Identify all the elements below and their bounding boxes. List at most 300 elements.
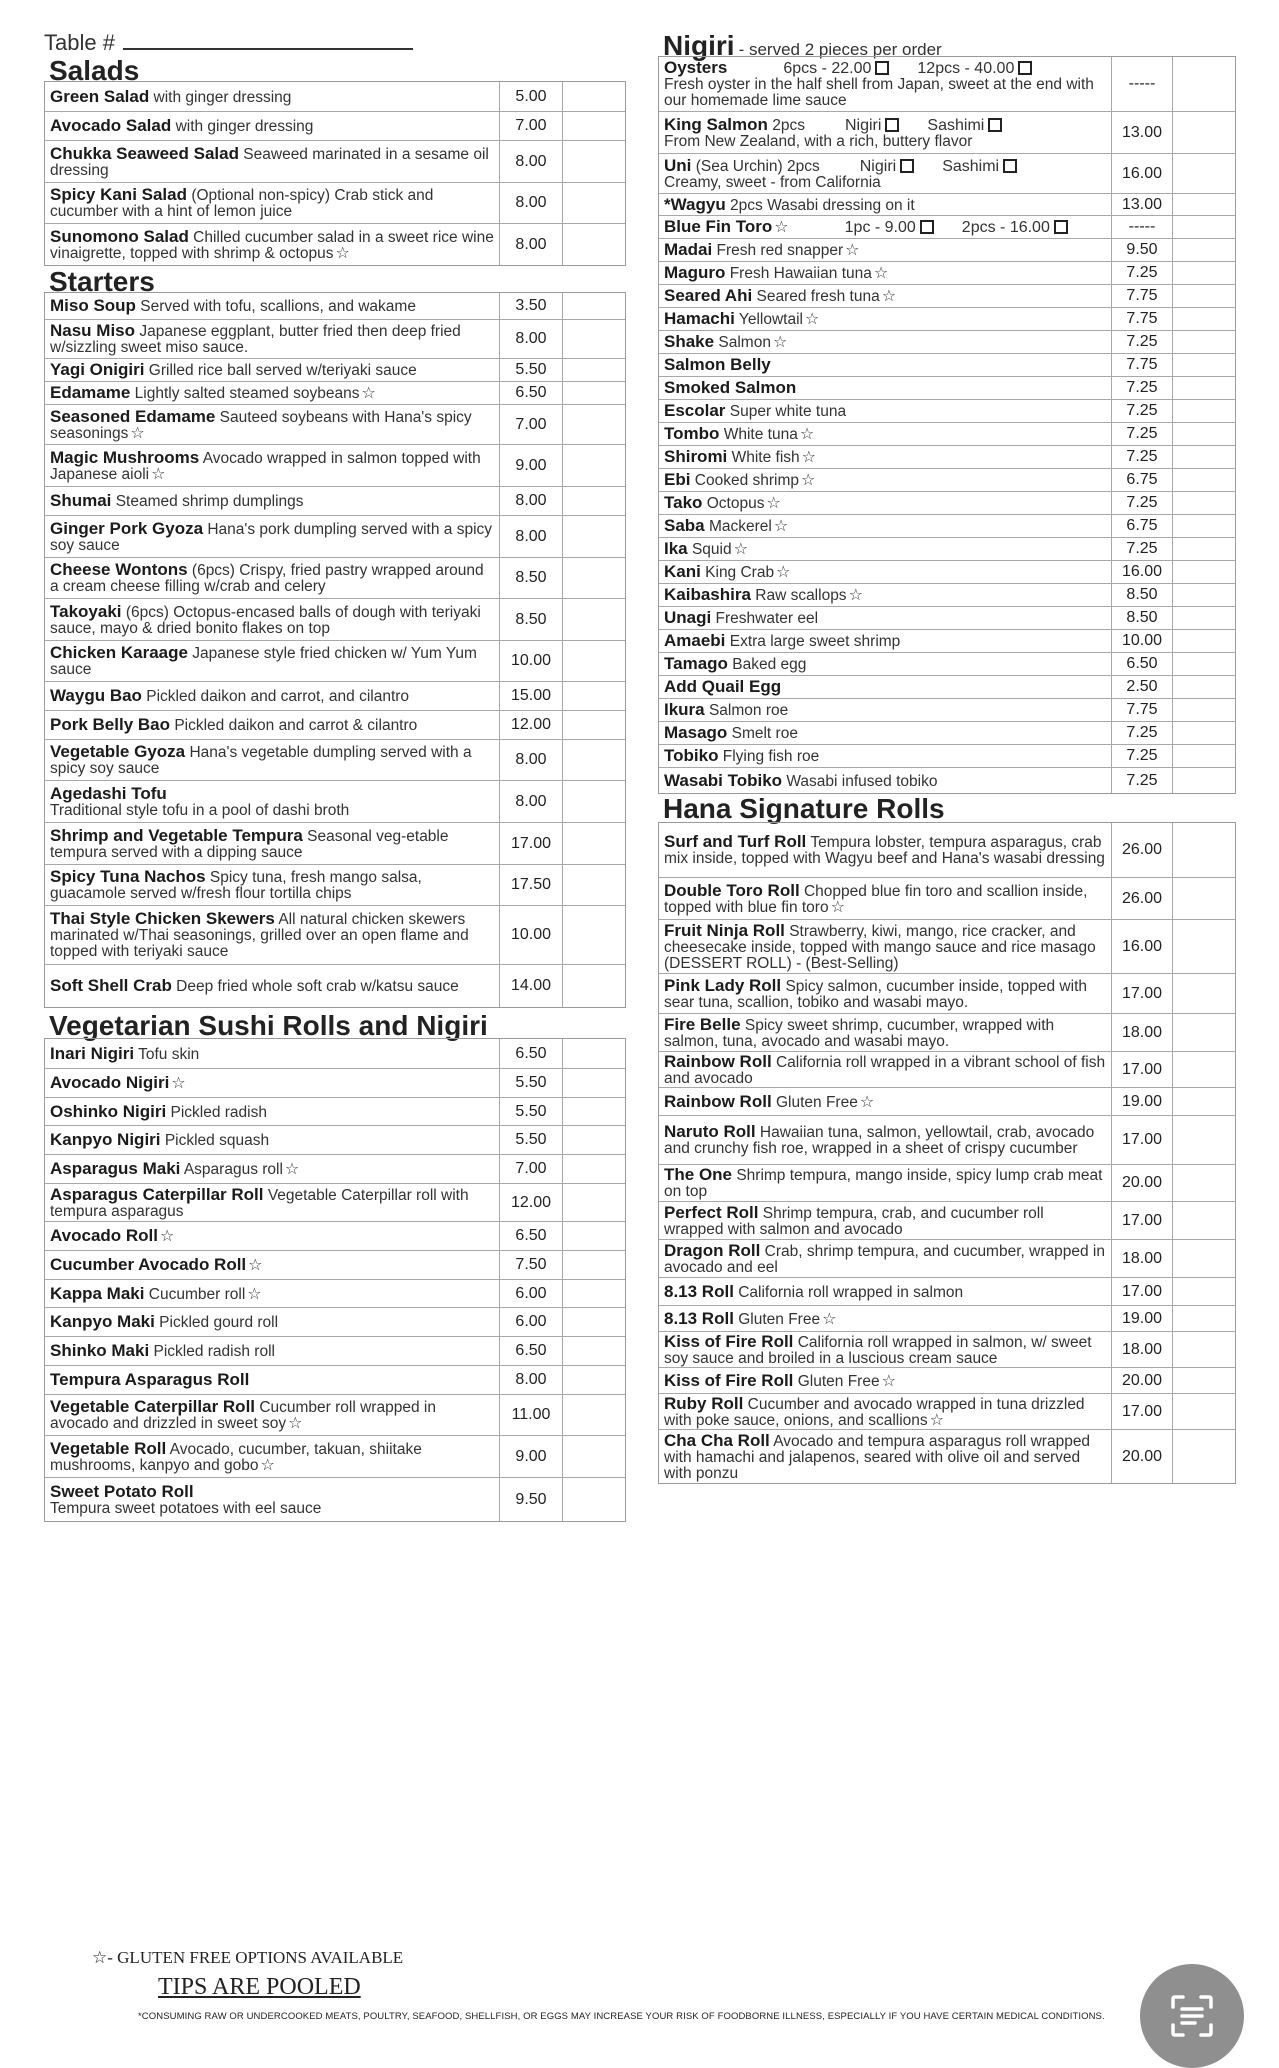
menu-item-shiromi[interactable] xyxy=(659,445,1235,468)
quantity-box[interactable] xyxy=(1172,216,1235,238)
menu-item-asparagus-caterpillar-roll[interactable] xyxy=(45,1183,625,1221)
menu-item-oysters[interactable] xyxy=(659,57,1235,111)
menu-item-kani[interactable] xyxy=(659,560,1235,583)
quantity-box[interactable] xyxy=(562,1251,625,1279)
menu-item-salmon-belly[interactable] xyxy=(659,353,1235,376)
menu-item-first-line xyxy=(664,1281,1107,1301)
menu-item-name: Shake xyxy=(664,332,715,351)
gluten-free-star-icon: ☆ xyxy=(873,265,889,282)
menu-item-rainbow-roll[interactable] xyxy=(659,1087,1235,1115)
menu-item-name: 8.13 Roll xyxy=(664,1281,734,1301)
order-option-6pcs-22-00[interactable] xyxy=(783,61,889,77)
menu-item-sunomono-salad[interactable] xyxy=(45,223,625,265)
gluten-free-star-icon: ☆ xyxy=(171,1075,186,1092)
menu-item-price: 10.00 xyxy=(499,906,562,964)
menu-item-kiss-of-fire-roll[interactable] xyxy=(659,1331,1235,1367)
section-title-text: Vegetarian Sushi Rolls and Nigiri xyxy=(49,1010,488,1041)
menu-item-price: 16.00 xyxy=(1111,920,1172,973)
menu-item-desc: Avocado wrapped in salmon topped with Japanese aioli xyxy=(50,449,481,483)
quantity-box[interactable] xyxy=(1172,492,1235,514)
quantity-box[interactable] xyxy=(562,1308,625,1336)
menu-item-shake[interactable] xyxy=(659,330,1235,353)
menu-item-desc: Strawberry, kiwi, mango, rice cracker, and cheesecake inside, topped with mango sauce and rice masago (DESSERT ROLL) - (Best-Selling) xyxy=(664,922,1096,972)
menu-item-description-cell xyxy=(45,1098,499,1125)
menu-item-ruby-roll[interactable] xyxy=(659,1393,1235,1429)
table-number-field[interactable] xyxy=(123,30,413,50)
quantity-box[interactable] xyxy=(562,965,625,1007)
gluten-free-star-icon: ☆ xyxy=(848,587,863,604)
menu-item-desc: Crab, shrimp tempura, and cucumber, wrapped in avocado and eel xyxy=(664,1242,1105,1276)
menu-item-shumai[interactable] xyxy=(45,486,625,515)
menu-item-description-cell xyxy=(659,653,1111,675)
quantity-box[interactable] xyxy=(562,1280,625,1307)
quantity-box[interactable] xyxy=(562,1337,625,1365)
menu-item-ginger-pork-gyoza[interactable] xyxy=(45,515,625,557)
quantity-box[interactable] xyxy=(562,141,625,182)
menu-item-tobiko[interactable] xyxy=(659,744,1235,767)
menu-item-desc: Japanese eggplant, butter fried then deep fried w/sizzling sweet miso sauce. xyxy=(50,323,461,356)
menu-item-first-line xyxy=(50,744,495,777)
quantity-box[interactable] xyxy=(1172,515,1235,537)
quantity-box[interactable] xyxy=(562,293,625,319)
menu-table-nigiri xyxy=(658,56,1236,794)
menu-item-first-line xyxy=(664,1202,1107,1238)
menu-item-waygu-bao[interactable] xyxy=(45,681,625,710)
quantity-box[interactable] xyxy=(562,1436,625,1477)
menu-item-magic-mushrooms[interactable] xyxy=(45,444,625,486)
quantity-box[interactable] xyxy=(1172,1202,1235,1239)
quantity-box[interactable] xyxy=(1172,154,1235,193)
menu-item-desc: Hawaiian tuna, salmon, yellowtail, crab, avocado and crunchy fish roe, wrapped in a sheet of crispy cucumber xyxy=(664,1124,1095,1157)
menu-item-dragon-roll[interactable] xyxy=(659,1239,1235,1277)
menu-item-price: 19.00 xyxy=(1111,1306,1172,1331)
quantity-box[interactable] xyxy=(1172,653,1235,675)
quantity-box[interactable] xyxy=(562,740,625,780)
menu-item-first-line xyxy=(664,1167,1107,1200)
menu-item-sweet-potato-roll[interactable] xyxy=(45,1477,625,1521)
menu-item-avocado-roll[interactable] xyxy=(45,1221,625,1250)
quantity-box[interactable] xyxy=(562,359,625,381)
menu-item-price: 5.50 xyxy=(499,1126,562,1154)
menu-item-spicy-tuna-nachos[interactable] xyxy=(45,864,625,905)
menu-item-takoyaki[interactable] xyxy=(45,598,625,640)
menu-item-smoked-salmon[interactable] xyxy=(659,376,1235,399)
quantity-box[interactable] xyxy=(1172,377,1235,399)
quantity-box[interactable] xyxy=(1172,354,1235,376)
quantity-box[interactable] xyxy=(1172,1240,1235,1277)
quantity-box[interactable] xyxy=(1172,1165,1235,1201)
menu-item-first-line xyxy=(664,880,1107,916)
menu-item-name: Wasabi Tobiko xyxy=(664,770,783,790)
order-option-sashimi[interactable] xyxy=(942,159,1017,175)
quantity-box[interactable] xyxy=(1172,1394,1235,1429)
quantity-box[interactable] xyxy=(1172,1052,1235,1087)
menu-item-price: 6.50 xyxy=(1111,653,1172,675)
menu-item-shrimp-and-vegetable-tempura[interactable] xyxy=(45,822,625,864)
menu-item-soft-shell-crab[interactable] xyxy=(45,964,625,1007)
quantity-box[interactable] xyxy=(1172,400,1235,422)
menu-item-description-cell xyxy=(45,445,499,486)
menu-item-spicy-kani-salad[interactable] xyxy=(45,182,625,223)
menu-item-cheese-wontons[interactable] xyxy=(45,557,625,598)
menu-item-desc: Gluten Free xyxy=(775,1093,858,1111)
menu-item-description-cell xyxy=(659,262,1111,284)
scan-text-button[interactable] xyxy=(1140,1964,1244,2068)
menu-item-yagi-onigiri[interactable] xyxy=(45,358,625,381)
menu-item-ikura[interactable] xyxy=(659,698,1235,721)
menu-item-green-salad[interactable] xyxy=(45,82,625,111)
menu-item-ebi[interactable] xyxy=(659,468,1235,491)
menu-item-price: 2.50 xyxy=(1111,676,1172,698)
checkbox-icon[interactable] xyxy=(885,118,899,132)
menu-item-name: Uni xyxy=(664,155,692,175)
quantity-box[interactable] xyxy=(562,112,625,140)
menu-item-first-line xyxy=(50,1481,495,1501)
quantity-box[interactable] xyxy=(562,906,625,964)
quantity-box[interactable] xyxy=(1172,423,1235,445)
menu-item-first-line xyxy=(50,1399,495,1432)
menu-item-vegetable-gyoza[interactable] xyxy=(45,739,625,780)
quantity-box[interactable] xyxy=(1172,878,1235,919)
menu-item-first-line xyxy=(50,717,495,734)
gluten-free-star-icon: ☆ xyxy=(160,1228,175,1245)
menu-item-price: 8.00 xyxy=(499,487,562,515)
quantity-box[interactable] xyxy=(562,445,625,486)
menu-item-name: Shinko Maki xyxy=(50,1341,150,1360)
quantity-box[interactable] xyxy=(1172,1368,1235,1393)
checkbox-icon[interactable] xyxy=(920,220,934,234)
menu-item-seasoned-edamame[interactable] xyxy=(45,404,625,444)
quantity-box[interactable] xyxy=(562,1126,625,1154)
quantity-box[interactable] xyxy=(562,1069,625,1097)
quantity-box[interactable] xyxy=(1172,823,1235,877)
quantity-box[interactable] xyxy=(562,823,625,864)
menu-item-name: Tombo xyxy=(664,424,720,443)
menu-item-first-line xyxy=(664,219,1107,236)
menu-item-escolar[interactable] xyxy=(659,399,1235,422)
quantity-box[interactable] xyxy=(562,1155,625,1183)
menu-item-description-cell xyxy=(659,699,1111,721)
menu-item-saba[interactable] xyxy=(659,514,1235,537)
menu-item-first-line xyxy=(664,679,1107,696)
menu-item-desc: California roll wrapped in salmon xyxy=(738,1283,964,1301)
quantity-box[interactable] xyxy=(562,1222,625,1250)
menu-item-price: 7.00 xyxy=(499,405,562,444)
menu-item-hamachi[interactable] xyxy=(659,307,1235,330)
menu-item-maguro[interactable] xyxy=(659,261,1235,284)
quantity-box[interactable] xyxy=(562,516,625,557)
menu-item-first-line xyxy=(50,1161,495,1178)
quantity-box[interactable] xyxy=(562,224,625,265)
menu-item-description-cell xyxy=(659,538,1111,560)
menu-item-first-line xyxy=(664,975,1107,1011)
gluten-free-star-icon: ☆ xyxy=(733,541,748,558)
order-option-label: 1pc - 9.00 xyxy=(844,219,916,236)
quantity-box[interactable] xyxy=(1172,676,1235,698)
menu-item-description-cell xyxy=(659,768,1111,793)
menu-item-price: 7.25 xyxy=(1111,538,1172,560)
menu-item-first-line xyxy=(50,118,495,135)
menu-item-wagyu[interactable] xyxy=(659,193,1235,215)
quantity-box[interactable] xyxy=(562,382,625,404)
menu-item-chukka-seaweed-salad[interactable] xyxy=(45,140,625,182)
order-option-label: Sashimi xyxy=(927,116,985,134)
menu-item-uni[interactable] xyxy=(659,153,1235,193)
menu-item-avocado-nigiri[interactable] xyxy=(45,1068,625,1097)
quantity-box[interactable] xyxy=(1172,262,1235,284)
menu-item-ika[interactable] xyxy=(659,537,1235,560)
quantity-box[interactable] xyxy=(1172,974,1235,1013)
menu-item-price: 8.50 xyxy=(1111,607,1172,629)
section-title-text: Starters xyxy=(49,266,155,297)
menu-item-cucumber-avocado-roll[interactable] xyxy=(45,1250,625,1279)
quantity-box[interactable] xyxy=(562,320,625,358)
quantity-box[interactable] xyxy=(562,1098,625,1125)
menu-item-name: Vegetable Roll xyxy=(50,1438,167,1458)
menu-item-desc: Japanese style fried chicken w/ Yum Yum sauce xyxy=(50,645,477,678)
menu-item-description-cell xyxy=(45,141,499,182)
menu-item-desc: Traditional style tofu in a pool of dashi broth xyxy=(50,801,350,819)
menu-item-edamame[interactable] xyxy=(45,381,625,404)
menu-item-cha-cha-roll[interactable] xyxy=(659,1429,1235,1483)
food-safety-disclaimer: *CONSUMING RAW OR UNDERCOOKED MEATS, POULTRY, SEAFOOD, SHELLFISH, OR EGGS MAY INCREASE YOUR RISK OF FOODBORNE ILLNESS, ESPECIALLY IF YOU HAVE CERTAIN MEDICAL CONDITIONS. xyxy=(138,2011,1105,2022)
menu-item-first-line xyxy=(50,1314,495,1331)
quantity-box[interactable] xyxy=(562,1395,625,1435)
gluten-free-star-icon: ☆ xyxy=(799,426,815,443)
menu-item-kiss-of-fire-roll[interactable] xyxy=(659,1367,1235,1393)
quantity-box[interactable] xyxy=(562,641,625,681)
quantity-box[interactable] xyxy=(1172,920,1235,973)
menu-item-blue-fin-toro[interactable] xyxy=(659,215,1235,238)
order-option-2pcs-16-00[interactable] xyxy=(962,220,1068,236)
quantity-box[interactable] xyxy=(1172,630,1235,652)
menu-item-first-line xyxy=(50,143,495,179)
menu-item-add-quail-egg[interactable] xyxy=(659,675,1235,698)
quantity-box[interactable] xyxy=(1172,308,1235,330)
menu-item-tombo[interactable] xyxy=(659,422,1235,445)
quantity-box[interactable] xyxy=(562,1366,625,1394)
quantity-box[interactable] xyxy=(1172,1014,1235,1051)
menu-item-name: Pink Lady Roll xyxy=(664,975,782,995)
quantity-box[interactable] xyxy=(1172,607,1235,629)
menu-item-name: Kiss of Fire Roll xyxy=(664,1370,794,1390)
menu-item-shinko-maki[interactable] xyxy=(45,1336,625,1365)
quantity-box[interactable] xyxy=(1172,285,1235,307)
quantity-box[interactable] xyxy=(1172,1430,1235,1483)
menu-item-name: Kiss of Fire Roll xyxy=(664,1332,794,1351)
menu-item-first-line xyxy=(664,725,1107,742)
checkbox-icon[interactable] xyxy=(1054,220,1068,234)
quantity-box[interactable] xyxy=(1172,331,1235,353)
quantity-box[interactable] xyxy=(1172,584,1235,606)
menu-item-first-line xyxy=(50,406,495,442)
quantity-box[interactable] xyxy=(1172,1332,1235,1367)
menu-item-pink-lady-roll[interactable] xyxy=(659,973,1235,1013)
quantity-box[interactable] xyxy=(562,1039,625,1068)
menu-item-price: 20.00 xyxy=(1111,1368,1172,1393)
menu-item-description-cell xyxy=(45,405,499,444)
quantity-box[interactable] xyxy=(562,558,625,598)
menu-item-desc: Vegetable Caterpillar roll with tempura asparagus xyxy=(50,1186,469,1220)
order-option-nigiri[interactable] xyxy=(860,159,914,175)
quantity-box[interactable] xyxy=(1172,469,1235,491)
menu-item-surf-and-turf-roll[interactable] xyxy=(659,823,1235,877)
menu-item-name: Shrimp and Vegetable Tempura xyxy=(50,825,303,845)
gluten-free-star-icon: ☆ xyxy=(822,1310,837,1328)
menu-item-description-cell xyxy=(45,487,499,515)
menu-item-first-line xyxy=(50,601,495,637)
quantity-box[interactable] xyxy=(562,487,625,515)
quantity-box[interactable] xyxy=(1172,194,1235,215)
menu-item-asparagus-maki[interactable] xyxy=(45,1154,625,1183)
order-option-1pc-9-00[interactable] xyxy=(845,220,934,236)
menu-item-name: Takoyaki xyxy=(50,601,122,621)
quantity-box[interactable] xyxy=(1172,1116,1235,1164)
menu-item-agedashi-tofu[interactable] xyxy=(45,780,625,822)
menu-item-price: 12.00 xyxy=(499,1184,562,1221)
quantity-box[interactable] xyxy=(1172,239,1235,261)
menu-item-amaebi[interactable] xyxy=(659,629,1235,652)
checkbox-icon[interactable] xyxy=(988,118,1002,132)
menu-item-description-cell xyxy=(659,216,1111,238)
menu-item-price: 7.75 xyxy=(1111,354,1172,376)
section-title-text: Nigiri xyxy=(663,30,735,61)
menu-item-price: 17.00 xyxy=(1111,1278,1172,1305)
menu-item-chicken-karaage[interactable] xyxy=(45,640,625,681)
menu-item-first-line xyxy=(50,1438,495,1474)
quantity-box[interactable] xyxy=(562,405,625,444)
menu-item-miso-soup[interactable] xyxy=(45,293,625,319)
menu-item-tamago[interactable] xyxy=(659,652,1235,675)
menu-item-madai[interactable] xyxy=(659,238,1235,261)
menu-item-inari-nigiri[interactable] xyxy=(45,1039,625,1068)
menu-item-desc: Pickled daikon and carrot & cilantro xyxy=(174,717,418,734)
menu-item-price: 8.50 xyxy=(1111,584,1172,606)
menu-item-price: ----- xyxy=(1111,216,1172,238)
menu-item-first-line xyxy=(50,1101,495,1121)
menu-item-wasabi-tobiko[interactable] xyxy=(659,767,1235,793)
quantity-box[interactable] xyxy=(1172,538,1235,560)
checkbox-icon[interactable] xyxy=(1018,61,1032,75)
quantity-box[interactable] xyxy=(562,599,625,640)
menu-item-description-cell xyxy=(659,745,1111,767)
menu-item-first-line xyxy=(50,1043,495,1063)
menu-item-8-13-roll[interactable] xyxy=(659,1277,1235,1305)
menu-item-desc: Steamed shrimp dumplings xyxy=(115,493,304,510)
menu-item-description-cell xyxy=(659,308,1111,330)
menu-item-masago[interactable] xyxy=(659,721,1235,744)
menu-item-unagi[interactable] xyxy=(659,606,1235,629)
menu-item-8-13-roll[interactable] xyxy=(659,1305,1235,1331)
menu-item-king-salmon[interactable] xyxy=(659,111,1235,153)
quantity-box[interactable] xyxy=(1172,699,1235,721)
menu-item-fire-belle[interactable] xyxy=(659,1013,1235,1051)
quantity-box[interactable] xyxy=(562,865,625,905)
order-option-nigiri[interactable] xyxy=(845,118,899,134)
menu-item-first-line xyxy=(664,155,1107,175)
order-option-12pcs-40-00[interactable] xyxy=(917,61,1032,77)
order-option-sashimi[interactable] xyxy=(927,118,1002,134)
menu-item-first-line xyxy=(50,298,495,315)
menu-item-naruto-roll[interactable] xyxy=(659,1115,1235,1164)
menu-item-description-cell xyxy=(45,1395,499,1435)
menu-item-kappa-maki[interactable] xyxy=(45,1279,625,1307)
quantity-box[interactable] xyxy=(1172,745,1235,767)
quantity-box[interactable] xyxy=(562,82,625,111)
menu-item-kanpyo-maki[interactable] xyxy=(45,1307,625,1336)
quantity-box[interactable] xyxy=(562,781,625,822)
menu-item-tempura-asparagus-roll[interactable] xyxy=(45,1365,625,1394)
quantity-box[interactable] xyxy=(562,711,625,739)
menu-item-oshinko-nigiri[interactable] xyxy=(45,1097,625,1125)
menu-item-thai-style-chicken-skewers[interactable] xyxy=(45,905,625,964)
quantity-box[interactable] xyxy=(562,183,625,223)
quantity-box[interactable] xyxy=(562,1184,625,1221)
quantity-box[interactable] xyxy=(1172,57,1235,111)
menu-item-seared-ahi[interactable] xyxy=(659,284,1235,307)
menu-item-desc: Asparagus roll xyxy=(183,1161,283,1178)
menu-item-nasu-miso[interactable] xyxy=(45,319,625,358)
menu-item-description-cell xyxy=(659,878,1111,919)
menu-item-kanpyo-nigiri[interactable] xyxy=(45,1125,625,1154)
gluten-free-star-icon: ☆ xyxy=(830,898,845,916)
menu-item-first-line xyxy=(664,1054,1107,1087)
menu-item-double-toro-roll[interactable] xyxy=(659,877,1235,919)
quantity-box[interactable] xyxy=(1172,112,1235,153)
menu-item-kaibashira[interactable] xyxy=(659,583,1235,606)
menu-item-price: 7.25 xyxy=(1111,446,1172,468)
quantity-box[interactable] xyxy=(1172,561,1235,583)
gluten-free-note: ☆- GLUTEN FREE OPTIONS AVAILABLE xyxy=(92,1948,404,1967)
menu-item-first-line xyxy=(50,1283,495,1303)
checkbox-icon[interactable] xyxy=(900,159,914,173)
checkbox-icon[interactable] xyxy=(1003,159,1017,173)
menu-item-description-cell xyxy=(659,423,1111,445)
menu-item-rainbow-roll[interactable] xyxy=(659,1051,1235,1087)
menu-item-desc: Salmon xyxy=(718,334,771,351)
menu-item-avocado-salad[interactable] xyxy=(45,111,625,140)
quantity-box[interactable] xyxy=(1172,1278,1235,1305)
menu-item-name: Vegetable Gyoza xyxy=(50,742,186,761)
menu-item-tako[interactable] xyxy=(659,491,1235,514)
menu-item-vegetable-roll[interactable] xyxy=(45,1435,625,1477)
quantity-box[interactable] xyxy=(1172,1306,1235,1331)
quantity-box[interactable] xyxy=(1172,1088,1235,1115)
menu-item-name: Asparagus Maki xyxy=(50,1159,181,1178)
menu-item-price: 9.00 xyxy=(499,1436,562,1477)
order-option-label: 2pcs - 16.00 xyxy=(961,219,1050,236)
quantity-box[interactable] xyxy=(1172,446,1235,468)
menu-item-description-cell xyxy=(659,823,1111,877)
quantity-box[interactable] xyxy=(1172,722,1235,744)
menu-item-vegetable-caterpillar-roll[interactable] xyxy=(45,1394,625,1435)
menu-item-price: 6.75 xyxy=(1111,469,1172,491)
menu-item-name: Salmon Belly xyxy=(664,355,771,374)
quantity-box[interactable] xyxy=(1172,768,1235,793)
menu-item-price: 8.00 xyxy=(499,740,562,780)
gluten-free-star-icon: ☆ xyxy=(766,495,781,512)
menu-item-first-line xyxy=(50,911,495,960)
checkbox-icon[interactable] xyxy=(875,61,889,75)
menu-item-pork-belly-bao[interactable] xyxy=(45,710,625,739)
menu-item-name: Hamachi xyxy=(664,309,735,328)
menu-item-the-one[interactable] xyxy=(659,1164,1235,1201)
quantity-box[interactable] xyxy=(562,682,625,710)
menu-item-desc: Served with tofu, scallions, and wakame xyxy=(140,298,416,315)
quantity-box[interactable] xyxy=(562,1478,625,1521)
menu-item-fruit-ninja-roll[interactable] xyxy=(659,919,1235,973)
menu-item-perfect-roll[interactable] xyxy=(659,1201,1235,1239)
